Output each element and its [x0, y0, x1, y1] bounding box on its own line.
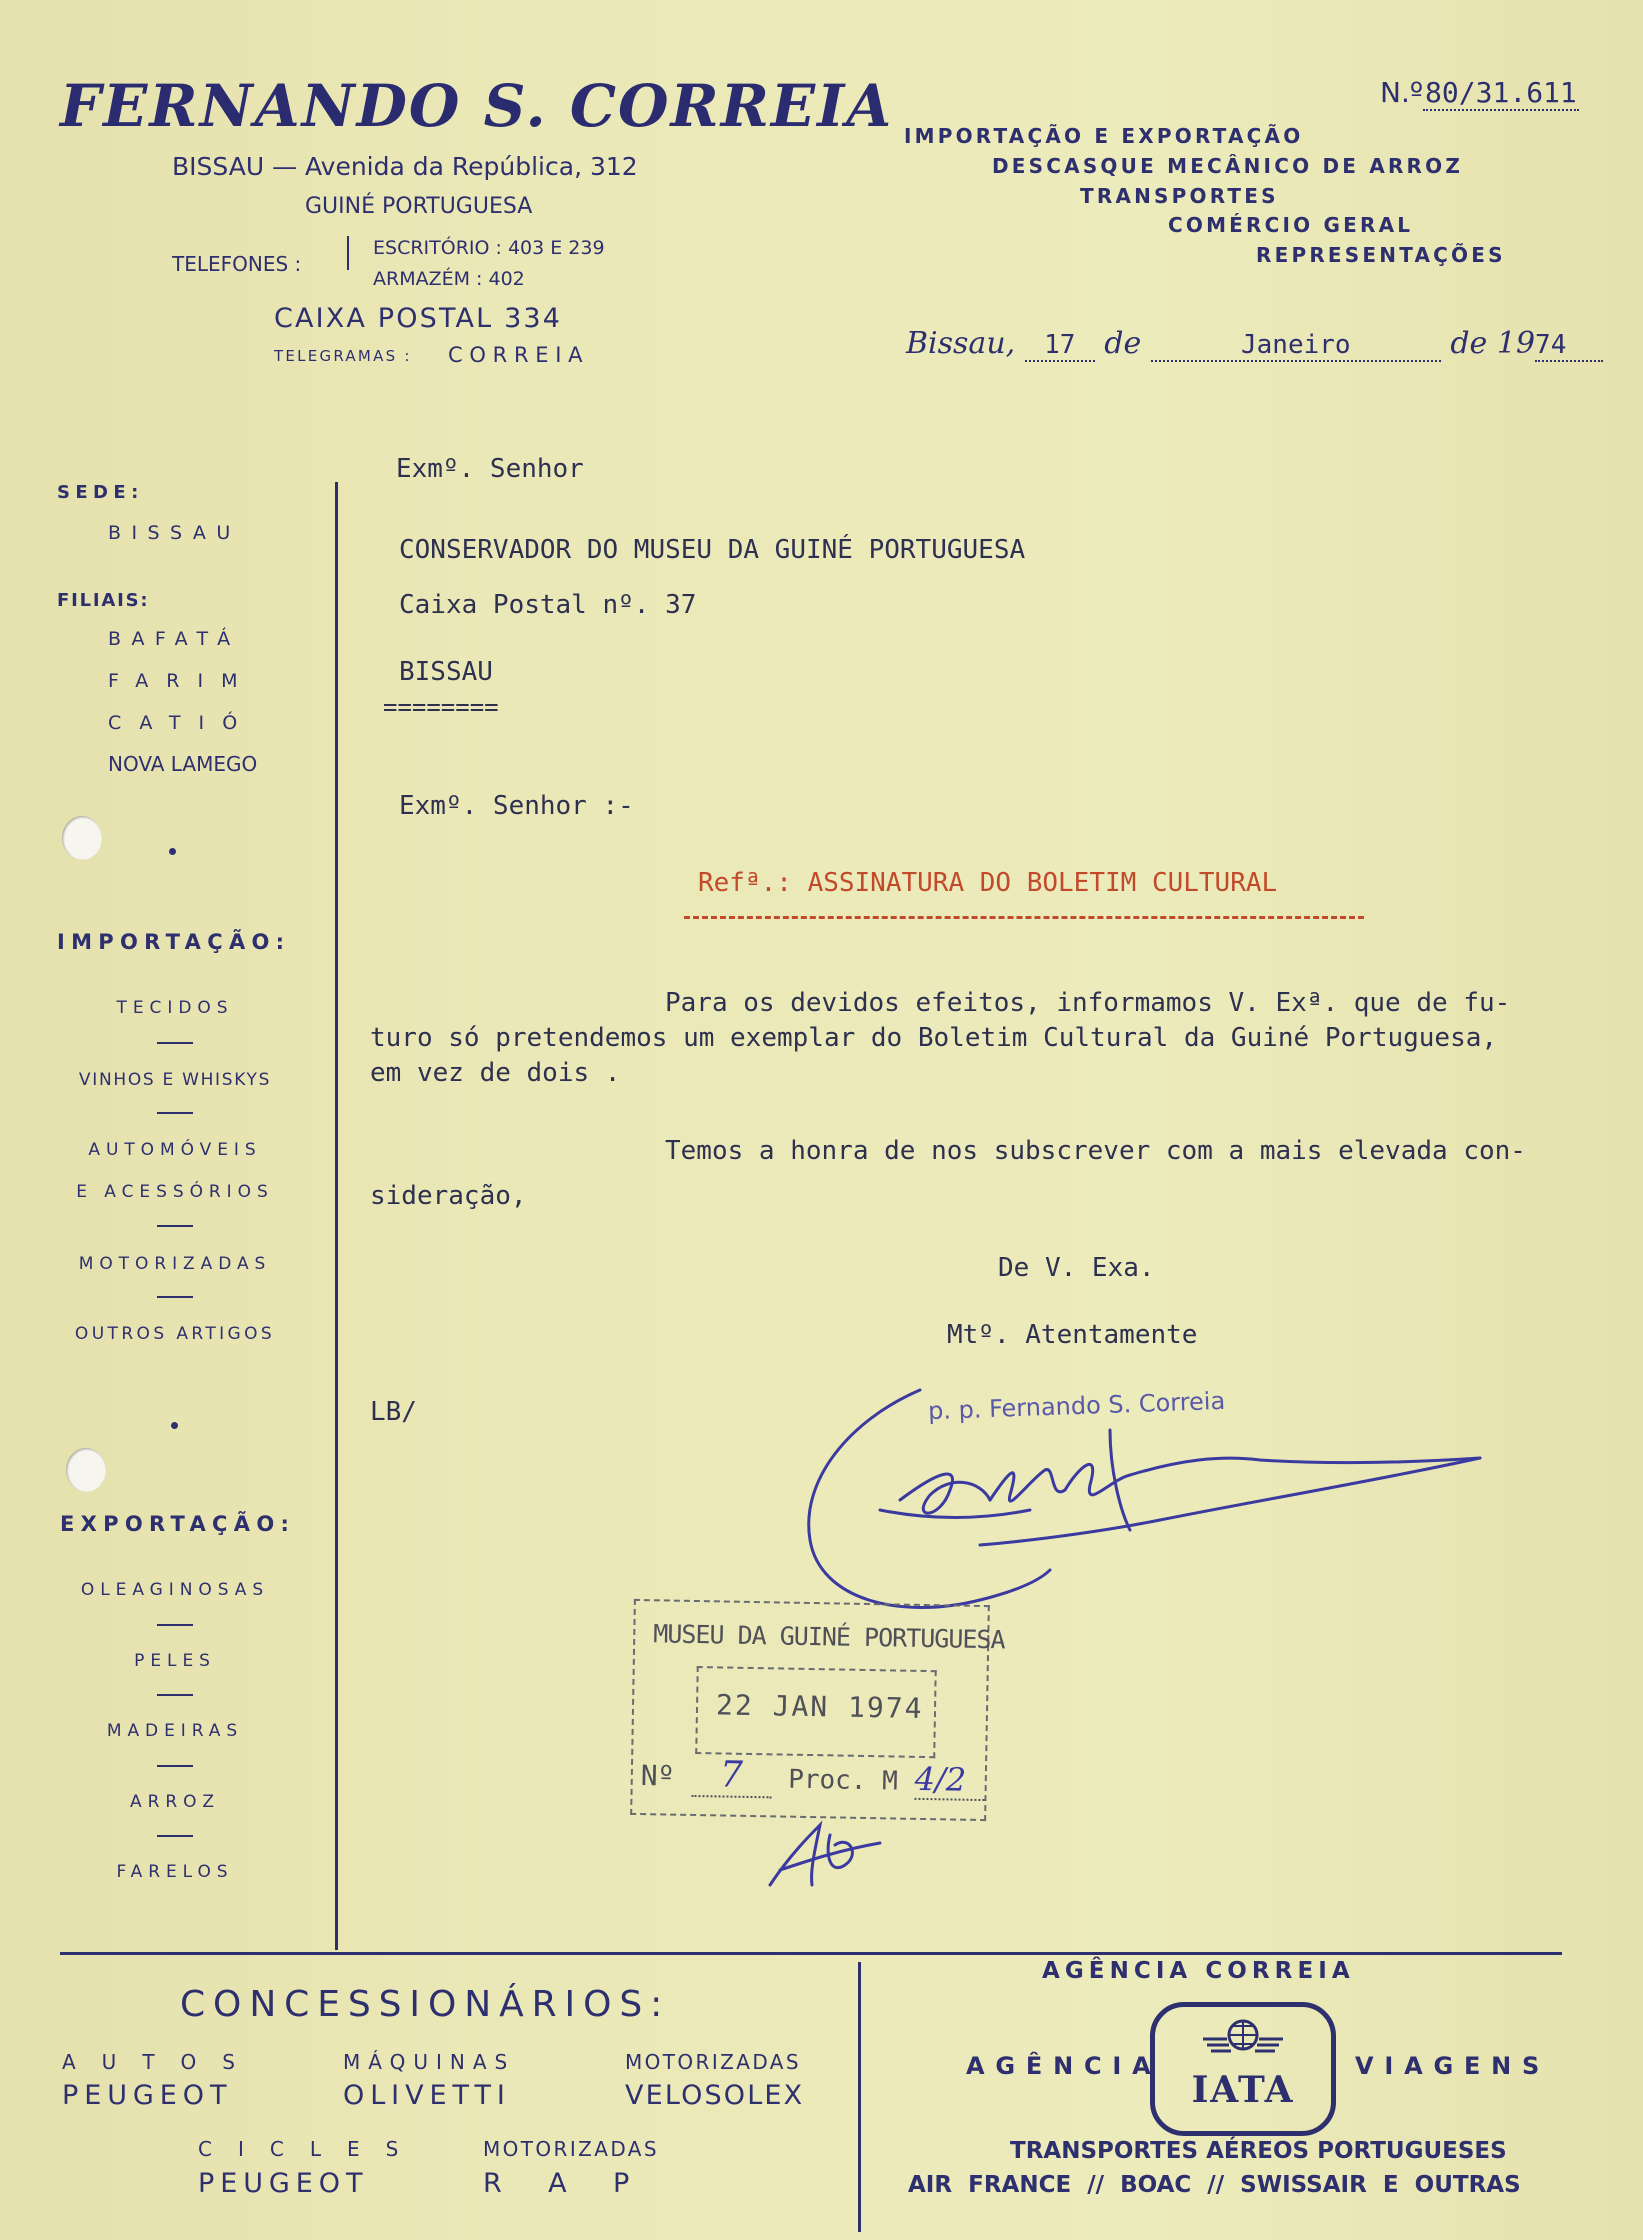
- import-item: OUTROS ARTIGOS: [74, 1324, 276, 1344]
- brand-name: R A P: [483, 2168, 649, 2199]
- stamp-no-value: 7: [691, 1754, 772, 1798]
- import-item: E ACESSÓRIOS: [76, 1182, 274, 1202]
- sidebar-separator: [157, 1835, 193, 1837]
- filial-item: BAFATÁ: [108, 628, 241, 650]
- activity-line: REPRESENTAÇÕES: [1256, 243, 1506, 267]
- typist-initials: LB/: [370, 1397, 417, 1427]
- firm-name: FERNANDO S. CORREIA: [60, 72, 894, 140]
- import-item: MOTORIZADAS: [78, 1254, 272, 1274]
- body-line: turo só pretendemos um exemplar do Boletim Cultural da Guiné Portuguesa,: [370, 1023, 1498, 1053]
- import-item: AUTOMÓVEIS: [88, 1140, 262, 1160]
- airlines-line: AIR FRANCE // BOAC // SWISSAIR E OUTRAS: [908, 2172, 1521, 2198]
- recipient-city: BISSAU: [399, 657, 493, 687]
- recipient-name: CONSERVADOR DO MUSEU DA GUINÉ PORTUGUESA: [399, 535, 1026, 565]
- stamp-proc-label: Proc. M: [787, 1764, 899, 1797]
- filial-item: NOVA LAMEGO: [108, 752, 258, 776]
- date-day: 17: [1025, 330, 1095, 362]
- brand-name: VELOSOLEX: [625, 2080, 805, 2111]
- brand-category: MOTORIZADAS: [483, 2137, 659, 2161]
- date-de: de: [1450, 326, 1488, 361]
- museum-stamp-date: 22 JAN 1974: [715, 1688, 924, 1725]
- import-item: TECIDOS: [116, 998, 234, 1018]
- letter-date: [906, 326, 1603, 362]
- sidebar-separator: [157, 1296, 193, 1298]
- date-year-suffix: 74: [1535, 330, 1603, 362]
- sidebar-divider: [335, 482, 338, 1950]
- brand-category: AUTOS: [62, 2050, 261, 2074]
- export-item: PELES: [134, 1651, 216, 1671]
- date-month: Janeiro: [1151, 330, 1441, 362]
- body-line: Para os devidos efeitos, informamos V. Exª. que de fu-: [665, 988, 1511, 1018]
- firm-country: GUINÉ PORTUGUESA: [305, 194, 533, 219]
- recipient-po-box: Caixa Postal nº. 37: [399, 590, 697, 620]
- firm-address: BISSAU — Avenida da República, 312: [172, 152, 638, 181]
- brand-category: CICLES: [198, 2137, 425, 2161]
- sede-value: BISSAU: [108, 522, 241, 544]
- sidebar-dot: [169, 848, 176, 855]
- export-item: FARELOS: [116, 1862, 234, 1882]
- brand-name: PEUGEOT: [198, 2168, 369, 2199]
- museum-initials: [760, 1815, 900, 1895]
- date-place: Bissau,: [906, 326, 1016, 361]
- activity-line: TRANSPORTES: [1080, 184, 1279, 208]
- stamp-no-label: Nº: [640, 1759, 675, 1793]
- importacao-label: IMPORTAÇÃO:: [57, 930, 291, 954]
- recipient-underline: ========: [383, 693, 499, 721]
- iata-text: IATA: [1191, 2069, 1295, 2111]
- body-line: em vez de dois .: [370, 1058, 621, 1088]
- globe-wings-icon: [1203, 2017, 1283, 2067]
- sidebar-separator: [157, 1765, 193, 1767]
- reference-underline: [684, 916, 1364, 919]
- activity-line: COMÉRCIO GERAL: [1168, 213, 1414, 237]
- de-vexa: De V. Exa.: [998, 1253, 1155, 1283]
- phones-label: TELEFONES :: [172, 252, 302, 276]
- export-item: ARROZ: [129, 1792, 221, 1812]
- sidebar-separator: [157, 1225, 193, 1227]
- agencia-word: AGÊNCIA: [966, 2052, 1162, 2080]
- exportacao-label: EXPORTAÇÃO:: [60, 1512, 296, 1536]
- filial-item: CATIÓ: [108, 712, 256, 734]
- museum-stamp-title: MUSEU DA GUINÉ PORTUGUESA: [653, 1619, 1005, 1655]
- date-year-prefix: 19: [1496, 326, 1536, 361]
- museum-stamp-date-box: [695, 1666, 936, 1758]
- footer-divider: [858, 1962, 861, 2232]
- reference-line: Refª.: ASSINATURA DO BOLETIM CULTURAL: [698, 868, 1278, 898]
- filial-item: FARIM: [108, 670, 256, 692]
- agency-title: AGÊNCIA CORREIA: [1042, 1958, 1355, 1984]
- concessionarios-heading: CONCESSIONÁRIOS:: [180, 1984, 671, 2025]
- punch-hole: [62, 816, 102, 860]
- handwritten-signature: [780, 1370, 1500, 1630]
- viagens-word: VIAGENS: [1355, 2052, 1551, 2080]
- stamp-proc-value: 4/2: [914, 1760, 985, 1801]
- sede-label: SEDE:: [57, 482, 144, 503]
- museum-stamp: [630, 1599, 1005, 1821]
- brand-name: OLIVETTI: [343, 2080, 511, 2111]
- punch-hole: [66, 1448, 106, 1492]
- salutation-top: Exmº. Senhor: [396, 454, 584, 484]
- sidebar-separator: [157, 1694, 193, 1696]
- attentively: Mtº. Atentamente: [947, 1320, 1198, 1350]
- sidebar-separator: [157, 1112, 193, 1114]
- phone-office: ESCRITÓRIO : 403 E 239: [373, 237, 605, 259]
- date-de: de: [1104, 326, 1142, 361]
- phones-brace: [347, 236, 352, 270]
- closing-line: sideração,: [370, 1181, 527, 1211]
- footer-rule: [60, 1952, 1562, 1955]
- activity-line: IMPORTAÇÃO E EXPORTAÇÃO: [904, 124, 1304, 148]
- filiais-label: FILIAIS:: [57, 590, 150, 611]
- tap-line: TRANSPORTES AÉREOS PORTUGUESES: [1010, 2138, 1507, 2164]
- phone-warehouse: ARMAZÉM : 402: [373, 268, 525, 290]
- telegrams-value: CORREIA: [448, 343, 590, 367]
- letter-number: [1380, 76, 1579, 111]
- activity-line: DESCASQUE MECÂNICO DE ARROZ: [992, 154, 1464, 178]
- brand-name: PEUGEOT: [62, 2080, 233, 2111]
- export-item: OLEAGINOSAS: [80, 1580, 270, 1600]
- import-item: VINHOS E WHISKYS: [78, 1070, 272, 1090]
- sidebar-separator: [157, 1624, 193, 1626]
- museum-stamp-number-row: [640, 1753, 985, 1802]
- iata-logo: [1150, 2002, 1336, 2136]
- sidebar-separator: [157, 1042, 193, 1044]
- telegrams-label: TELEGRAMAS :: [274, 347, 412, 365]
- salutation: Exmº. Senhor :-: [399, 791, 634, 821]
- signature-stamp: p. p. Fernando S. Correia: [927, 1386, 1226, 1426]
- brand-category: MÁQUINAS: [343, 2050, 516, 2074]
- letter-number-label: N.º: [1380, 76, 1424, 109]
- brand-category: MOTORIZADAS: [625, 2050, 801, 2074]
- po-box: CAIXA POSTAL 334: [274, 303, 563, 334]
- letter-number-value: 80/31.611: [1425, 76, 1577, 109]
- closing-line: Temos a honra de nos subscrever com a mais elevada con-: [665, 1136, 1526, 1166]
- export-item: MADEIRAS: [106, 1721, 244, 1741]
- sidebar-dot: [171, 1422, 178, 1429]
